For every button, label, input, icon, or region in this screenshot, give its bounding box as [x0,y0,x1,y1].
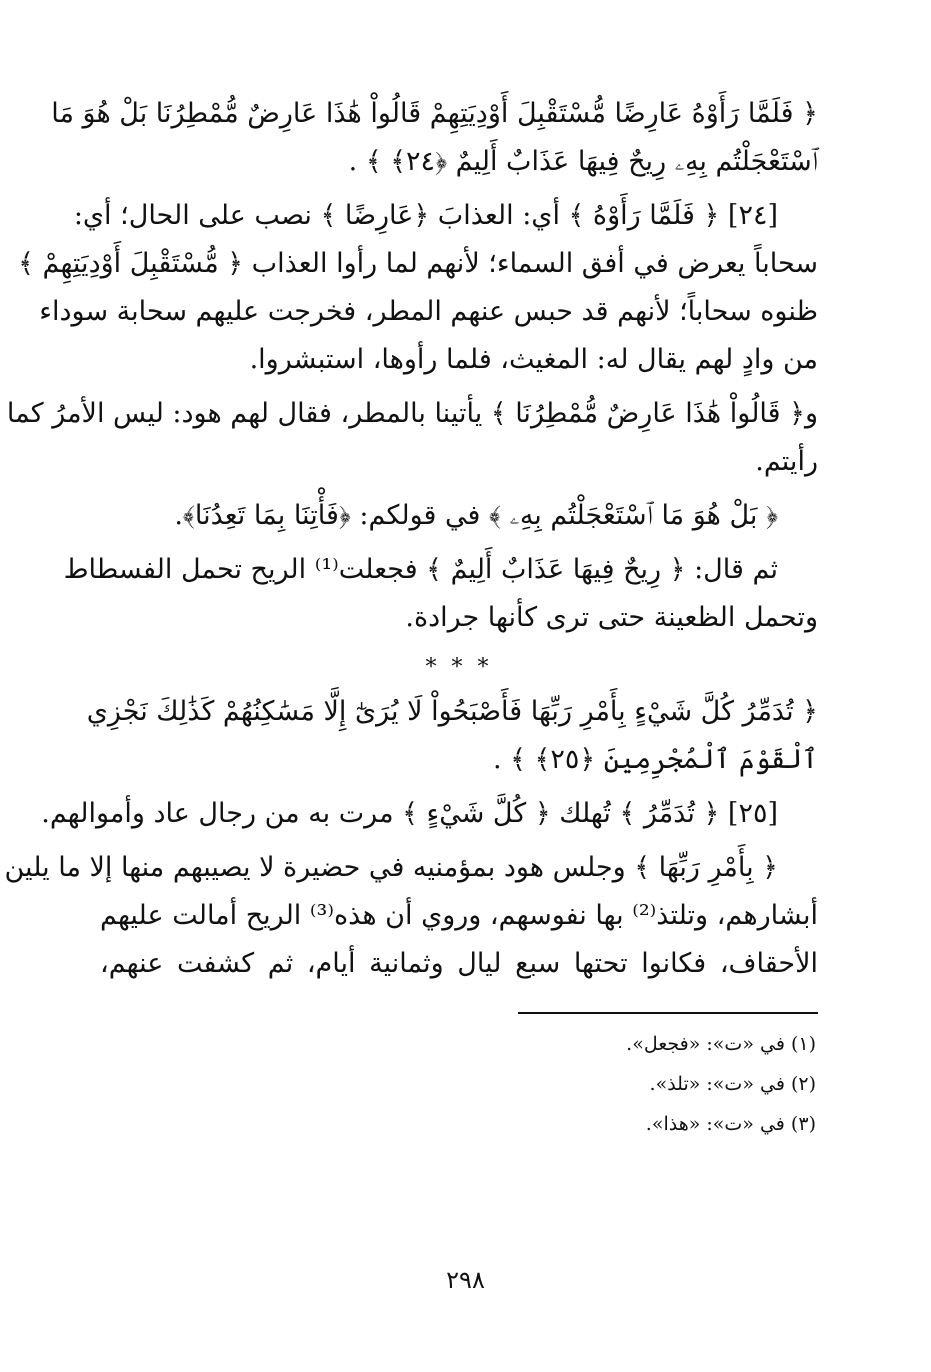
commentary-line: ﴿ بِأَمْرِ رَبِّهَا ﴾ وجلس هود بمؤمنيه في حضيرة لا يصيبهم منها إلا ما يلين [4,852,778,883]
section-separator: * * * [425,655,493,680]
commentary-line: [٢٥] ﴿ تُدَمِّرُ ﴾ تُهلك ﴿ كُلَّ شَيْءٍ ﴾ مرت به من رجال عاد وأموالهم. [41,798,778,829]
commentary-line: رأيتم. [755,446,818,477]
commentary-paragraph [4,844,818,988]
commentary-paragraph [63,546,818,642]
commentary-line: الأحقاف، فكانوا تحتها سبع ليال وثمانية أيام، ثم كشفت عنهم، [100,948,818,979]
quran-verse-25 [86,688,818,784]
verse-line: ٱلْقَوْمَ ٱلْمُجْرِمِينَ ﴿٢٥﴾ ﴾ . [492,744,818,775]
commentary-line: [٢٤] ﴿ فَلَمَّا رَأَوْهُ ﴾ أي: العذابَ ﴿عَارِضًا ﴾ نصب على الحال؛ أي: [73,200,778,231]
commentary-line: أبشارهم، وتلتذ⁽²⁾ بها نفوسهم، وروي أن هذه⁽³⁾ الريح أمالت عليهم [100,900,818,931]
verse-line: ٱسْتَعْجَلْتُم بِهِۦ رِيحٌ فِيهَا عَذَابٌ أَلِيمٌ ﴿٢٤﴾ ﴾ . [348,146,818,177]
footnote-divider [518,1012,818,1014]
quran-verse-24 [51,90,818,186]
footnotes [100,1024,818,1144]
commentary-line: سحاباً يعرض في أفق السماء؛ لأنهم لما رأوا العذاب ﴿ مُّسْتَقْبِلَ أَوْدِيَتِهِمْ ﴾ [18,248,818,279]
page-number: ٢٩٨ [446,1266,485,1294]
verse-line: ﴿ تُدَمِّرُ كُلَّ شَيْءٍ بِأَمْرِ رَبِّهَا فَأَصْبَحُواْ لَا يُرَىٰٓ إِلَّا مَسَٰكِنُهُمْ كَذَٰلِكَ نَجْزِي [86,696,818,727]
commentary-line: ظنوه سحاباً؛ لأنهم قد حبس عنهم المطر، فخرجت عليهم سحابة سوداء [39,296,818,327]
commentary-line: من وادٍ لهم يقال له: المغيث، فلما رأوها، استبشروا. [249,344,818,375]
commentary-paragraph [18,192,818,384]
page-body [4,90,818,1144]
commentary-line: وتحمل الظعينة حتى ترى كأنها جرادة. [405,602,818,633]
commentary-paragraph [100,492,818,540]
commentary-paragraph [6,390,818,486]
footnote-item: (٣) في «ت»: «هذا». [645,1113,816,1135]
footnote-item: (٢) في «ت»: «تلذ». [649,1073,816,1095]
footnote-item: (١) في «ت»: «فجعل». [626,1033,816,1055]
commentary-line: و﴿ قَالُواْ هَٰذَا عَارِضٌ مُّمْطِرُنَا ﴾ يأتينا بالمطر، فقال لهم هود: ليس الأمرُ كما [6,398,818,429]
commentary-line: ثم قال: ﴿ رِيحٌ فِيهَا عَذَابٌ أَلِيمٌ ﴾ فجعلت⁽¹⁾ الريح تحمل الفسطاط [63,554,778,585]
commentary-paragraph [41,790,818,838]
commentary-line: ﴿ بَلْ هُوَ مَا ٱسْتَعْجَلْتُم بِهِۦ ﴾ في قولكم: ﴿فَأْتِنَا بِمَا تَعِدُنَا﴾. [174,500,778,531]
verse-line: ﴿ فَلَمَّا رَأَوْهُ عَارِضًا مُّسْتَقْبِلَ أَوْدِيَتِهِمْ قَالُواْ هَٰذَا عَارِضٌ مُّمْطِرُنَا بَلْ هُوَ مَا [51,98,818,129]
